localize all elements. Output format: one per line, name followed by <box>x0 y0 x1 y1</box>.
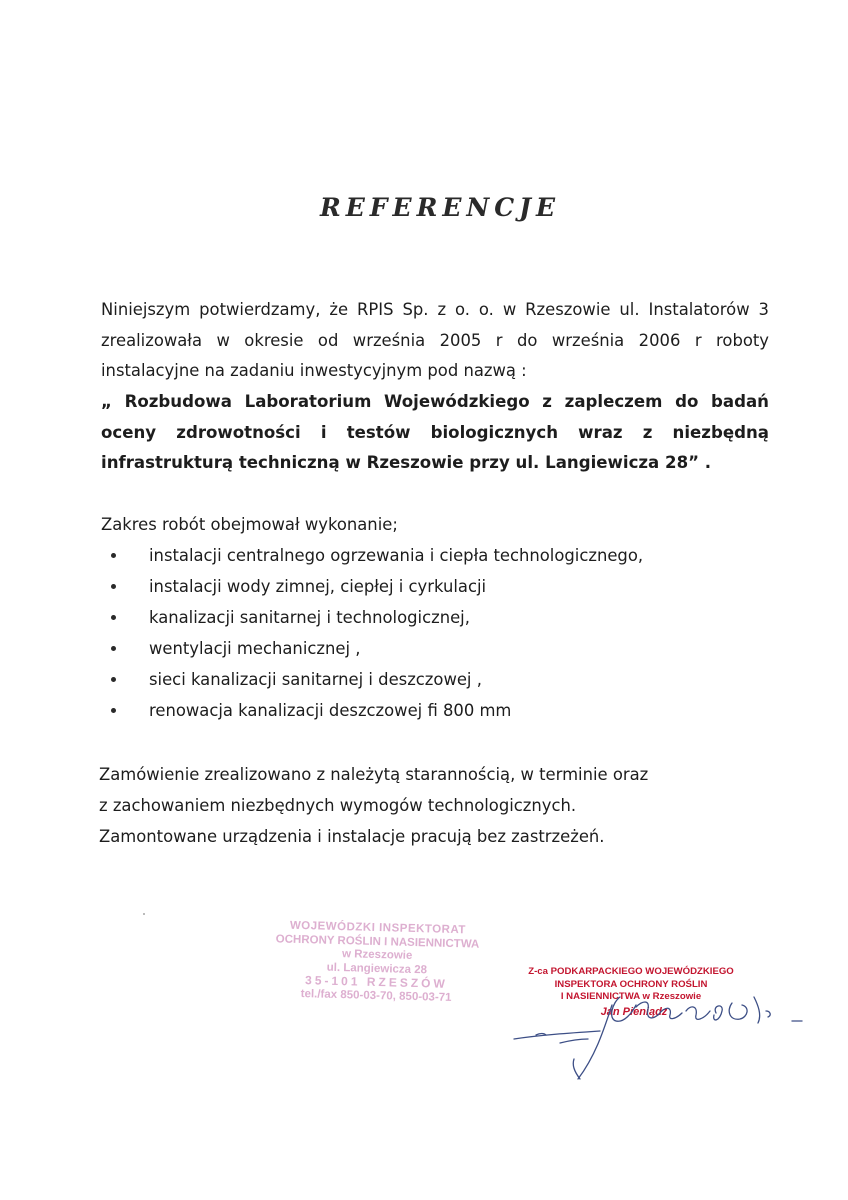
stamp-line: Z-ca PODKARPACKIEGO WOJEWÓDZKIEGO <box>528 966 734 977</box>
list-item <box>101 540 643 571</box>
closing-line: Zamówienie zrealizowano z należytą starannością, w terminie oraz <box>99 765 649 784</box>
bullet-icon <box>111 677 116 682</box>
handwritten-signature <box>500 975 820 1085</box>
project-name: „ Rozbudowa Laboratorium Wojewódzkiego z zapleczem do badań oceny zdrowotności i testów biologicznych wraz z niezbędną infrastrukturą techniczną w Rzeszowie przy ul. Langiewicza 28” . <box>101 392 769 472</box>
list-item <box>101 664 643 695</box>
stamp-line: 35-101 RZESZÓW <box>304 973 448 991</box>
scope-item-text: instalacji wody zimnej, ciepłej i cyrkulacji <box>149 577 487 596</box>
scope-item-text: instalacji centralnego ogrzewania i ciepła technologicznego, <box>149 546 644 565</box>
stamp-line: w Rzeszowie <box>341 948 413 962</box>
inspectorate-stamp <box>261 919 493 1006</box>
closing-paragraph <box>99 759 648 852</box>
bullet-icon <box>111 553 116 558</box>
stamp-line: OCHRONY ROŚLIN I NASIENNICTWA <box>275 932 480 951</box>
stamp-signatory-name: Jan Pieniądz <box>600 1005 668 1018</box>
scope-list <box>101 540 643 726</box>
scope-item-text: kanalizacji sanitarnej i technologicznej, <box>149 608 470 627</box>
stamp-line: ul. Langiewicza 28 <box>326 961 428 976</box>
scope-heading: Zakres robót obejmował wykonanie; <box>101 515 398 534</box>
list-item <box>101 695 643 726</box>
bullet-icon <box>111 708 116 713</box>
list-item <box>101 633 643 664</box>
document-title: REFERENCJE <box>319 193 561 222</box>
list-item <box>101 602 643 633</box>
scope-item-text: renowacja kanalizacji deszczowej fi 800 mm <box>149 701 512 720</box>
intro-paragraph: Niniejszym potwierdzamy, że RPIS Sp. z o. o. w Rzeszowie ul. Instalatorów 3 zrealizowała w okresie od września 2005 r do września 2006 r roboty instalacyjne na zadaniu inwestycyjnym pod nazwą : <box>101 300 769 380</box>
stamp-line: I NASIENNICTWA w Rzeszowie <box>560 991 702 1002</box>
closing-line: Zamontowane urządzenia i instalacje pracują bez zastrzeżeń. <box>99 827 605 846</box>
bullet-icon <box>111 584 116 589</box>
bullet-icon <box>111 615 116 620</box>
stamp-line: INSPEKTORA OCHRONY ROŚLIN <box>554 978 708 990</box>
stamp-line: WOJEWÓDZKI INSPEKTORAT <box>289 919 467 937</box>
stamp-line: tel./fax 850-03-70, 850-03-71 <box>300 987 452 1004</box>
scan-speck <box>143 913 145 915</box>
closing-line: z zachowaniem niezbędnych wymogów technologicznych. <box>99 796 577 815</box>
scope-item-text: sieci kanalizacji sanitarnej i deszczowej , <box>149 670 482 689</box>
scope-item-text: wentylacji mechanicznej , <box>149 639 361 658</box>
bullet-icon <box>111 646 116 651</box>
list-item <box>101 571 643 602</box>
